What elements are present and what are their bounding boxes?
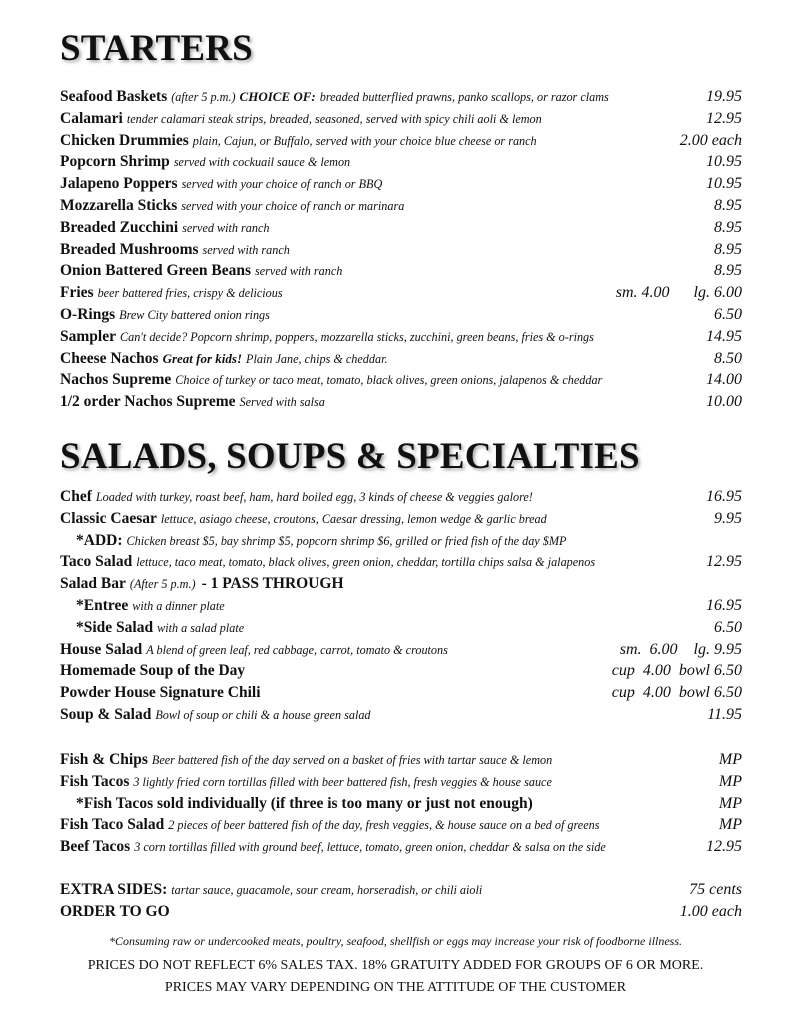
- item-description: tender calamari steak strips, breaded, seasoned, served with spicy chili aoli & lemon: [126, 111, 542, 126]
- menu-item: [60, 771, 742, 793]
- item-price: cup 4.00 bowl 6.50: [611, 662, 742, 680]
- item-name: 1/2 order Nachos Supreme: [60, 393, 236, 411]
- item-description: served with ranch: [182, 220, 270, 235]
- item-name: Mozzarella Sticks: [60, 196, 178, 214]
- item-price: 1.00 each: [679, 902, 742, 920]
- extras-list: [60, 879, 742, 923]
- item-name: Powder House Signature Chili: [60, 684, 261, 702]
- menu-item: [60, 660, 742, 682]
- menu-item: [60, 530, 742, 552]
- item-name: Calamari: [60, 109, 123, 127]
- tax-gratuity-note: PRICES DO NOT REFLECT 6% SALES TAX. 18% GRATUITY ADDED FOR GROUPS OF 6 OR MORE.: [87, 958, 704, 973]
- item-name: Taco Salad: [60, 553, 133, 571]
- item-price: MP: [718, 751, 742, 768]
- item-name: Fish Taco Salad: [60, 816, 165, 834]
- item-description: served with ranch: [255, 264, 343, 279]
- item-description: lettuce, asiago cheese, croutons, Caesar dressing, lemon wedge & garlic bread: [160, 511, 547, 526]
- item-name: Chef: [60, 488, 92, 505]
- item-description: Beer battered fish of the day served on a basket of fries with tartar sauce & lemon: [151, 753, 553, 767]
- menu-item: [60, 369, 742, 391]
- salads-heading: SALADS, SOUPS & SPECIALTIES: [60, 436, 640, 477]
- item-price: 8.95: [714, 240, 742, 258]
- item-price: MP: [718, 816, 742, 834]
- item-highlight: CHOICE OF:: [239, 89, 316, 104]
- menu-item: [60, 879, 742, 901]
- item-description: A blend of green leaf, red cabbage, carrot, tomato & croutons: [146, 642, 448, 657]
- item-name: Fish & Chips: [60, 751, 148, 768]
- menu-item: [60, 793, 742, 815]
- item-name: Breaded Mushrooms: [60, 240, 199, 258]
- menu-item: [60, 836, 742, 858]
- item-name: Soup & Salad: [60, 705, 152, 723]
- item-highlight: Great for kids!: [162, 350, 243, 366]
- menu-item: [60, 86, 742, 108]
- menu-item: [60, 814, 742, 836]
- item-price: 75 cents: [689, 881, 742, 898]
- salads-list: [60, 486, 742, 726]
- item-name: Classic Caesar: [60, 509, 157, 527]
- item-name: Cheese Nachos: [60, 349, 159, 367]
- item-description: 3 corn tortillas filled with ground beef, lettuce, tomato, green onion, cheddar & salsa on the side: [134, 840, 606, 855]
- specialties-list: [60, 749, 742, 858]
- item-description: served with cockuail sauce & lemon: [173, 155, 351, 170]
- item-name: Onion Battered Green Beans: [60, 262, 252, 280]
- item-name: Seafood Baskets: [60, 88, 168, 105]
- menu-item: [60, 573, 742, 595]
- item-name: O-Rings: [60, 305, 116, 323]
- menu-item: [60, 108, 742, 130]
- item-price: MP: [718, 772, 742, 790]
- item-price: 16.95: [706, 596, 742, 614]
- item-description: with a dinner plate: [132, 598, 225, 613]
- item-description: Served with salsa: [239, 395, 325, 410]
- menu-item: [60, 486, 742, 508]
- item-description: beer battered fries, crispy & delicious: [97, 286, 283, 301]
- item-price: 6.50: [714, 618, 742, 636]
- item-price: cup 4.00 bowl 6.50: [611, 684, 742, 702]
- item-price: 16.95: [706, 488, 742, 505]
- menu-item: [60, 682, 742, 704]
- item-name: Beef Tacos: [60, 838, 131, 856]
- item-price: 10.95: [706, 175, 742, 193]
- item-description: Choice of turkey or taco meat, tomato, black olives, green onions, jalapenos & cheddar: [175, 373, 603, 388]
- item-price: 14.00: [706, 371, 742, 389]
- item-description: served with your choice of ranch or marinara: [181, 198, 405, 213]
- menu-item: [60, 551, 742, 573]
- item-description: plain, Cajun, or Buffalo, served with your choice blue cheese or ranch: [192, 133, 537, 148]
- item-price: 2.00 each: [679, 131, 742, 149]
- item-price: 6.50: [714, 305, 742, 323]
- item-description: with a salad plate: [157, 620, 245, 635]
- item-price: MP: [718, 794, 742, 812]
- item-description: 2 pieces of beer battered fish of the day, fresh veggies, & house sauce on a bed of greens: [168, 818, 600, 833]
- menu-item: [60, 326, 742, 348]
- menu-item: [60, 617, 742, 639]
- menu-item: [60, 304, 742, 326]
- item-name: House Salad: [60, 640, 143, 658]
- item-description: Can't decide? Popcorn shrimp, poppers, mozzarella sticks, zucchini, green beans, fries & o-rings: [119, 329, 594, 344]
- menu-item: [60, 508, 742, 530]
- item-description: tartar sauce, guacamole, sour cream, horseradish, or chili aioli: [171, 883, 483, 897]
- foodborne-disclaimer: *Consuming raw or undercooked meats, poultry, seafood, shellfish or eggs may increase your risk of foodborne illness.: [108, 934, 683, 948]
- starters-list: [60, 86, 742, 413]
- menu-item: [60, 704, 742, 726]
- item-price: 10.95: [706, 153, 742, 171]
- menu-item: [60, 130, 742, 152]
- item-description: Bowl of soup or chili & a house green salad: [155, 707, 371, 722]
- item-price: sm. 4.00 lg. 6.00: [615, 284, 742, 302]
- item-name: Nachos Supreme: [60, 371, 172, 389]
- item-name: Jalapeno Poppers: [60, 175, 178, 193]
- menu-item: [60, 217, 742, 239]
- item-price: 14.95: [706, 327, 742, 345]
- item-name: *ADD:: [76, 531, 123, 549]
- item-description: 3 lightly fried corn tortillas filled with beer battered fish, fresh veggies & house sauce: [133, 774, 552, 789]
- menu-item: [60, 348, 742, 370]
- item-name: *Entree: [76, 596, 129, 614]
- item-name: *Fish Tacos sold individually (if three is too many or just not enough): [76, 794, 533, 812]
- item-price: 12.95: [706, 553, 742, 571]
- menu-item: [60, 901, 742, 923]
- menu-item: [60, 749, 742, 771]
- item-price: 10.00: [706, 393, 742, 411]
- item-name: Sampler: [60, 327, 116, 345]
- item-note: (After 5 p.m.): [129, 577, 196, 592]
- menu-item: [60, 282, 742, 304]
- attitude-note: PRICES MAY VARY DEPENDING ON THE ATTITUDE OF THE CUSTOMER: [164, 980, 627, 995]
- item-description: Chicken breast $5, bay shrimp $5, popcorn shrimp $6, grilled or fried fish of the day $MP: [126, 533, 567, 548]
- item-name: *Side Salad: [76, 618, 154, 636]
- menu-item: [60, 639, 742, 661]
- item-description: served with ranch: [202, 242, 290, 257]
- item-description: served with your choice of ranch or BBQ: [181, 177, 383, 192]
- menu-item: [60, 260, 742, 282]
- item-description: Brew City battered onion rings: [119, 307, 270, 322]
- item-name: Breaded Zucchini: [60, 218, 179, 236]
- item-name: Fries: [60, 284, 94, 302]
- item-description: Loaded with turkey, roast beef, ham, hard boiled egg, 3 kinds of cheese & veggies galore!: [95, 490, 533, 504]
- item-price: 9.95: [714, 509, 742, 527]
- item-price: sm. 6.00 lg. 9.95: [619, 640, 742, 658]
- item-price: 12.95: [706, 838, 742, 856]
- menu-item: [60, 151, 742, 173]
- item-price: 12.95: [706, 109, 742, 127]
- item-name: EXTRA SIDES:: [60, 881, 168, 898]
- menu-item: [60, 173, 742, 195]
- item-price: 8.95: [714, 262, 742, 280]
- item-price: 8.95: [714, 218, 742, 236]
- menu-item: [60, 391, 742, 413]
- item-name: Homemade Soup of the Day: [60, 662, 246, 680]
- item-description: breaded butterflied prawns, panko scallops, or razor clams: [319, 90, 609, 104]
- item-name: Salad Bar: [60, 575, 126, 593]
- item-price: 19.95: [706, 88, 742, 105]
- item-name: Popcorn Shrimp: [60, 153, 170, 171]
- menu-item: [60, 595, 742, 617]
- item-extra: - 1 PASS THROUGH: [201, 575, 344, 593]
- item-note: (after 5 p.m.): [171, 90, 236, 104]
- item-description: Plain Jane, chips & cheddar.: [246, 351, 388, 366]
- item-name: Chicken Drummies: [60, 131, 189, 149]
- menu-item: [60, 195, 742, 217]
- menu-item: [60, 239, 742, 261]
- item-name: ORDER TO GO: [60, 902, 170, 920]
- item-price: 11.95: [707, 705, 742, 723]
- item-name: Fish Tacos: [60, 772, 130, 790]
- starters-heading: STARTERS: [60, 28, 253, 69]
- item-price: 8.50: [714, 349, 742, 367]
- item-description: lettuce, taco meat, tomato, black olives, green onion, cheddar, tortilla chips salsa & jalapenos: [136, 555, 596, 570]
- item-price: 8.95: [714, 196, 742, 214]
